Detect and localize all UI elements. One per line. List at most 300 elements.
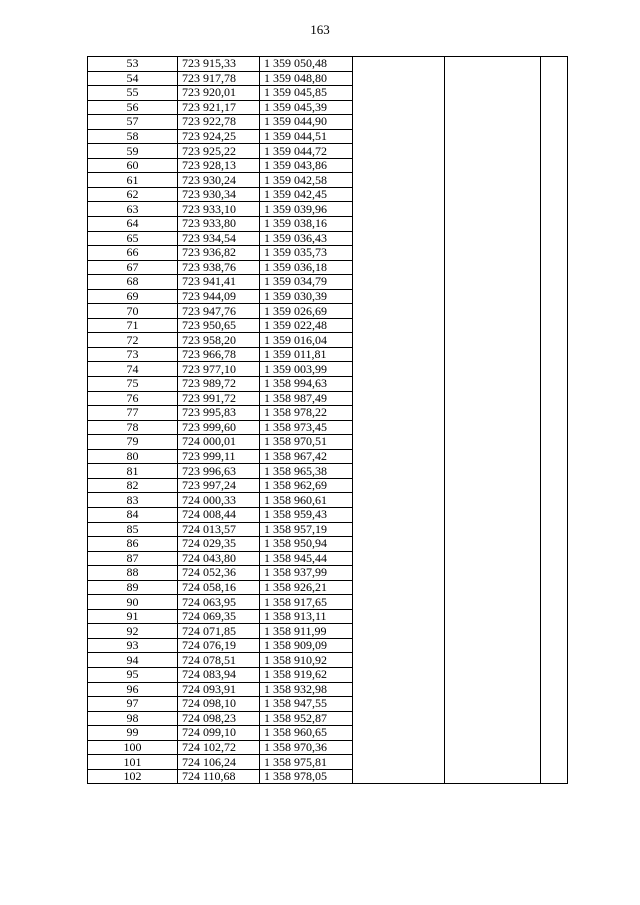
empty-cell [353, 638, 445, 653]
point-number-cell: 76 [88, 391, 178, 406]
empty-cell [445, 609, 541, 624]
empty-cell [445, 580, 541, 595]
empty-cell [353, 478, 445, 493]
empty-cell [353, 377, 445, 392]
point-number-cell: 102 [88, 769, 178, 784]
y-coordinate-cell: 1 359 035,73 [260, 246, 353, 261]
table-row [88, 566, 568, 581]
empty-cell [445, 289, 541, 304]
empty-cell [541, 740, 568, 755]
empty-cell [445, 304, 541, 319]
empty-cell [445, 246, 541, 261]
y-coordinate-cell: 1 359 044,90 [260, 115, 353, 130]
empty-cell [445, 275, 541, 290]
x-coordinate-cell: 723 933,10 [178, 202, 260, 217]
table-row [88, 115, 568, 130]
table-row [88, 347, 568, 362]
x-coordinate-cell: 724 102,72 [178, 740, 260, 755]
x-coordinate-cell: 723 921,17 [178, 100, 260, 115]
empty-cell [541, 187, 568, 202]
x-coordinate-cell: 723 915,33 [178, 57, 260, 72]
table-row [88, 537, 568, 552]
point-number-cell: 58 [88, 129, 178, 144]
point-number-cell: 71 [88, 318, 178, 333]
x-coordinate-cell: 723 924,25 [178, 129, 260, 144]
empty-cell [445, 231, 541, 246]
empty-cell [445, 769, 541, 784]
empty-cell [445, 57, 541, 72]
empty-cell [445, 71, 541, 86]
x-coordinate-cell: 724 099,10 [178, 726, 260, 741]
empty-cell [541, 624, 568, 639]
empty-cell [445, 522, 541, 537]
point-number-cell: 100 [88, 740, 178, 755]
x-coordinate-cell: 723 958,20 [178, 333, 260, 348]
y-coordinate-cell: 1 358 909,09 [260, 638, 353, 653]
empty-cell [353, 406, 445, 421]
empty-cell [353, 173, 445, 188]
table-row [88, 158, 568, 173]
y-coordinate-cell: 1 359 038,16 [260, 217, 353, 232]
point-number-cell: 57 [88, 115, 178, 130]
table-row [88, 391, 568, 406]
x-coordinate-cell: 723 950,65 [178, 318, 260, 333]
table-row [88, 711, 568, 726]
y-coordinate-cell: 1 359 044,51 [260, 129, 353, 144]
x-coordinate-cell: 723 997,24 [178, 478, 260, 493]
empty-cell [541, 158, 568, 173]
empty-cell [541, 304, 568, 319]
y-coordinate-cell: 1 358 910,92 [260, 653, 353, 668]
empty-cell [541, 711, 568, 726]
table-row [88, 522, 568, 537]
page-number: 163 [310, 22, 330, 37]
empty-cell [445, 100, 541, 115]
table-row [88, 377, 568, 392]
x-coordinate-cell: 723 977,10 [178, 362, 260, 377]
table-row [88, 129, 568, 144]
table-row [88, 187, 568, 202]
empty-cell [353, 711, 445, 726]
empty-cell [353, 246, 445, 261]
empty-cell [541, 507, 568, 522]
empty-cell [353, 551, 445, 566]
y-coordinate-cell: 1 358 975,81 [260, 755, 353, 770]
empty-cell [353, 202, 445, 217]
empty-cell [445, 318, 541, 333]
y-coordinate-cell: 1 359 050,48 [260, 57, 353, 72]
x-coordinate-cell: 724 076,19 [178, 638, 260, 653]
empty-cell [541, 391, 568, 406]
table-row [88, 595, 568, 610]
empty-cell [353, 86, 445, 101]
table-row [88, 202, 568, 217]
table-row [88, 100, 568, 115]
point-number-cell: 53 [88, 57, 178, 72]
x-coordinate-cell: 723 936,82 [178, 246, 260, 261]
point-number-cell: 97 [88, 697, 178, 712]
x-coordinate-cell: 724 063,95 [178, 595, 260, 610]
point-number-cell: 94 [88, 653, 178, 668]
y-coordinate-cell: 1 358 973,45 [260, 420, 353, 435]
point-number-cell: 66 [88, 246, 178, 261]
empty-cell [445, 667, 541, 682]
y-coordinate-cell: 1 358 959,43 [260, 507, 353, 522]
table-row [88, 449, 568, 464]
x-coordinate-cell: 723 938,76 [178, 260, 260, 275]
empty-cell [541, 522, 568, 537]
empty-cell [353, 158, 445, 173]
y-coordinate-cell: 1 358 970,36 [260, 740, 353, 755]
table-row [88, 769, 568, 784]
y-coordinate-cell: 1 358 932,98 [260, 682, 353, 697]
empty-cell [541, 667, 568, 682]
table-row [88, 333, 568, 348]
y-coordinate-cell: 1 358 919,62 [260, 667, 353, 682]
empty-cell [353, 144, 445, 159]
x-coordinate-cell: 723 920,01 [178, 86, 260, 101]
y-coordinate-cell: 1 359 016,04 [260, 333, 353, 348]
empty-cell [353, 71, 445, 86]
empty-cell [445, 551, 541, 566]
y-coordinate-cell: 1 359 048,80 [260, 71, 353, 86]
table-row [88, 609, 568, 624]
empty-cell [541, 173, 568, 188]
empty-cell [445, 507, 541, 522]
y-coordinate-cell: 1 358 987,49 [260, 391, 353, 406]
x-coordinate-cell: 723 922,78 [178, 115, 260, 130]
y-coordinate-cell: 1 358 970,51 [260, 435, 353, 450]
point-number-cell: 91 [88, 609, 178, 624]
y-coordinate-cell: 1 359 043,86 [260, 158, 353, 173]
empty-cell [445, 595, 541, 610]
point-number-cell: 87 [88, 551, 178, 566]
point-number-cell: 89 [88, 580, 178, 595]
point-number-cell: 93 [88, 638, 178, 653]
empty-cell [445, 391, 541, 406]
x-coordinate-cell: 723 989,72 [178, 377, 260, 392]
x-coordinate-cell: 724 083,94 [178, 667, 260, 682]
table-row [88, 580, 568, 595]
empty-cell [353, 624, 445, 639]
x-coordinate-cell: 723 999,11 [178, 449, 260, 464]
y-coordinate-cell: 1 358 945,44 [260, 551, 353, 566]
empty-cell [445, 420, 541, 435]
empty-cell [353, 260, 445, 275]
empty-cell [541, 551, 568, 566]
x-coordinate-cell: 724 093,91 [178, 682, 260, 697]
x-coordinate-cell: 723 930,24 [178, 173, 260, 188]
point-number-cell: 82 [88, 478, 178, 493]
empty-cell [445, 638, 541, 653]
point-number-cell: 96 [88, 682, 178, 697]
empty-cell [541, 537, 568, 552]
x-coordinate-cell: 723 933,80 [178, 217, 260, 232]
table-row [88, 507, 568, 522]
point-number-cell: 56 [88, 100, 178, 115]
table-row [88, 318, 568, 333]
point-number-cell: 79 [88, 435, 178, 450]
y-coordinate-cell: 1 359 036,18 [260, 260, 353, 275]
y-coordinate-cell: 1 359 026,69 [260, 304, 353, 319]
y-coordinate-cell: 1 359 042,45 [260, 187, 353, 202]
x-coordinate-cell: 723 928,13 [178, 158, 260, 173]
y-coordinate-cell: 1 359 042,58 [260, 173, 353, 188]
empty-cell [541, 57, 568, 72]
y-coordinate-cell: 1 359 030,39 [260, 289, 353, 304]
empty-cell [541, 726, 568, 741]
x-coordinate-cell: 724 098,23 [178, 711, 260, 726]
empty-cell [445, 217, 541, 232]
empty-cell [445, 755, 541, 770]
y-coordinate-cell: 1 358 913,11 [260, 609, 353, 624]
empty-cell [541, 580, 568, 595]
y-coordinate-cell: 1 359 003,99 [260, 362, 353, 377]
table-row [88, 740, 568, 755]
empty-cell [353, 333, 445, 348]
empty-cell [541, 231, 568, 246]
y-coordinate-cell: 1 359 011,81 [260, 347, 353, 362]
empty-cell [541, 217, 568, 232]
empty-cell [445, 435, 541, 450]
empty-cell [445, 449, 541, 464]
table-row [88, 217, 568, 232]
table-row [88, 362, 568, 377]
empty-cell [353, 566, 445, 581]
x-coordinate-cell: 724 110,68 [178, 769, 260, 784]
empty-cell [353, 726, 445, 741]
y-coordinate-cell: 1 358 965,38 [260, 464, 353, 479]
x-coordinate-cell: 724 000,33 [178, 493, 260, 508]
point-number-cell: 54 [88, 71, 178, 86]
point-number-cell: 70 [88, 304, 178, 319]
x-coordinate-cell: 723 947,76 [178, 304, 260, 319]
empty-cell [445, 173, 541, 188]
empty-cell [541, 129, 568, 144]
empty-cell [541, 377, 568, 392]
empty-cell [445, 711, 541, 726]
empty-cell [445, 129, 541, 144]
empty-cell [445, 377, 541, 392]
empty-cell [445, 115, 541, 130]
point-number-cell: 73 [88, 347, 178, 362]
empty-cell [541, 493, 568, 508]
table-row [88, 755, 568, 770]
point-number-cell: 68 [88, 275, 178, 290]
empty-cell [445, 362, 541, 377]
table-row [88, 493, 568, 508]
y-coordinate-cell: 1 358 911,99 [260, 624, 353, 639]
x-coordinate-cell: 724 043,80 [178, 551, 260, 566]
empty-cell [541, 406, 568, 421]
empty-cell [445, 566, 541, 581]
empty-cell [541, 333, 568, 348]
table-row [88, 653, 568, 668]
empty-cell [445, 333, 541, 348]
x-coordinate-cell: 724 008,44 [178, 507, 260, 522]
empty-cell [353, 449, 445, 464]
point-number-cell: 92 [88, 624, 178, 639]
point-number-cell: 65 [88, 231, 178, 246]
empty-cell [541, 682, 568, 697]
empty-cell [541, 420, 568, 435]
point-number-cell: 98 [88, 711, 178, 726]
table-row [88, 726, 568, 741]
table-row [88, 231, 568, 246]
y-coordinate-cell: 1 358 937,99 [260, 566, 353, 581]
x-coordinate-cell: 723 996,63 [178, 464, 260, 479]
table-row [88, 638, 568, 653]
point-number-cell: 67 [88, 260, 178, 275]
x-coordinate-cell: 723 991,72 [178, 391, 260, 406]
y-coordinate-cell: 1 358 917,65 [260, 595, 353, 610]
empty-cell [445, 260, 541, 275]
x-coordinate-cell: 723 925,22 [178, 144, 260, 159]
y-coordinate-cell: 1 359 039,96 [260, 202, 353, 217]
empty-cell [541, 260, 568, 275]
point-number-cell: 64 [88, 217, 178, 232]
x-coordinate-cell: 724 078,51 [178, 653, 260, 668]
empty-cell [353, 304, 445, 319]
table-row [88, 173, 568, 188]
y-coordinate-cell: 1 358 950,94 [260, 537, 353, 552]
y-coordinate-cell: 1 358 978,05 [260, 769, 353, 784]
empty-cell [445, 653, 541, 668]
empty-cell [445, 493, 541, 508]
point-number-cell: 99 [88, 726, 178, 741]
empty-cell [541, 202, 568, 217]
table-row [88, 682, 568, 697]
empty-cell [353, 318, 445, 333]
empty-cell [353, 755, 445, 770]
table-row [88, 478, 568, 493]
x-coordinate-cell: 723 944,09 [178, 289, 260, 304]
empty-cell [541, 435, 568, 450]
empty-cell [445, 464, 541, 479]
empty-cell [353, 187, 445, 202]
empty-cell [541, 86, 568, 101]
x-coordinate-cell: 723 941,41 [178, 275, 260, 290]
y-coordinate-cell: 1 358 978,22 [260, 406, 353, 421]
x-coordinate-cell: 724 106,24 [178, 755, 260, 770]
point-number-cell: 84 [88, 507, 178, 522]
y-coordinate-cell: 1 359 022,48 [260, 318, 353, 333]
x-coordinate-cell: 723 966,78 [178, 347, 260, 362]
table-row [88, 246, 568, 261]
empty-cell [445, 347, 541, 362]
empty-cell [353, 667, 445, 682]
x-coordinate-cell: 723 934,54 [178, 231, 260, 246]
point-number-cell: 61 [88, 173, 178, 188]
empty-cell [353, 115, 445, 130]
empty-cell [353, 697, 445, 712]
empty-cell [353, 682, 445, 697]
y-coordinate-cell: 1 358 994,63 [260, 377, 353, 392]
y-coordinate-cell: 1 359 045,85 [260, 86, 353, 101]
empty-cell [541, 697, 568, 712]
empty-cell [445, 478, 541, 493]
empty-cell [353, 653, 445, 668]
empty-cell [445, 682, 541, 697]
empty-cell [445, 726, 541, 741]
y-coordinate-cell: 1 358 960,65 [260, 726, 353, 741]
empty-cell [541, 115, 568, 130]
table-row [88, 275, 568, 290]
x-coordinate-cell: 724 058,16 [178, 580, 260, 595]
empty-cell [541, 289, 568, 304]
empty-cell [445, 158, 541, 173]
table-row [88, 289, 568, 304]
x-coordinate-cell: 724 029,35 [178, 537, 260, 552]
empty-cell [353, 507, 445, 522]
y-coordinate-cell: 1 358 926,21 [260, 580, 353, 595]
table-row [88, 406, 568, 421]
empty-cell [353, 217, 445, 232]
empty-cell [541, 478, 568, 493]
empty-cell [353, 769, 445, 784]
point-number-cell: 62 [88, 187, 178, 202]
empty-cell [541, 595, 568, 610]
point-number-cell: 59 [88, 144, 178, 159]
x-coordinate-cell: 724 071,85 [178, 624, 260, 639]
table-row [88, 304, 568, 319]
table-row [88, 435, 568, 450]
point-number-cell: 81 [88, 464, 178, 479]
empty-cell [353, 537, 445, 552]
empty-cell [541, 653, 568, 668]
x-coordinate-cell: 724 098,10 [178, 697, 260, 712]
x-coordinate-cell: 724 069,35 [178, 609, 260, 624]
x-coordinate-cell: 723 930,34 [178, 187, 260, 202]
empty-cell [541, 566, 568, 581]
empty-cell [353, 57, 445, 72]
point-number-cell: 83 [88, 493, 178, 508]
empty-cell [445, 537, 541, 552]
table-row [88, 57, 568, 72]
point-number-cell: 69 [88, 289, 178, 304]
empty-cell [353, 100, 445, 115]
empty-cell [445, 697, 541, 712]
point-number-cell: 75 [88, 377, 178, 392]
point-number-cell: 88 [88, 566, 178, 581]
empty-cell [541, 609, 568, 624]
empty-cell [541, 464, 568, 479]
point-number-cell: 95 [88, 667, 178, 682]
table-row [88, 144, 568, 159]
y-coordinate-cell: 1 358 962,69 [260, 478, 353, 493]
coordinates-table-body [88, 57, 568, 784]
y-coordinate-cell: 1 359 034,79 [260, 275, 353, 290]
empty-cell [353, 420, 445, 435]
empty-cell [541, 449, 568, 464]
empty-cell [353, 435, 445, 450]
empty-cell [353, 391, 445, 406]
empty-cell [353, 289, 445, 304]
x-coordinate-cell: 723 999,60 [178, 420, 260, 435]
table-row [88, 464, 568, 479]
y-coordinate-cell: 1 359 036,43 [260, 231, 353, 246]
point-number-cell: 85 [88, 522, 178, 537]
y-coordinate-cell: 1 358 960,61 [260, 493, 353, 508]
empty-cell [353, 522, 445, 537]
x-coordinate-cell: 723 995,83 [178, 406, 260, 421]
empty-cell [353, 493, 445, 508]
y-coordinate-cell: 1 358 967,42 [260, 449, 353, 464]
empty-cell [353, 464, 445, 479]
y-coordinate-cell: 1 359 044,72 [260, 144, 353, 159]
point-number-cell: 55 [88, 86, 178, 101]
empty-cell [541, 318, 568, 333]
